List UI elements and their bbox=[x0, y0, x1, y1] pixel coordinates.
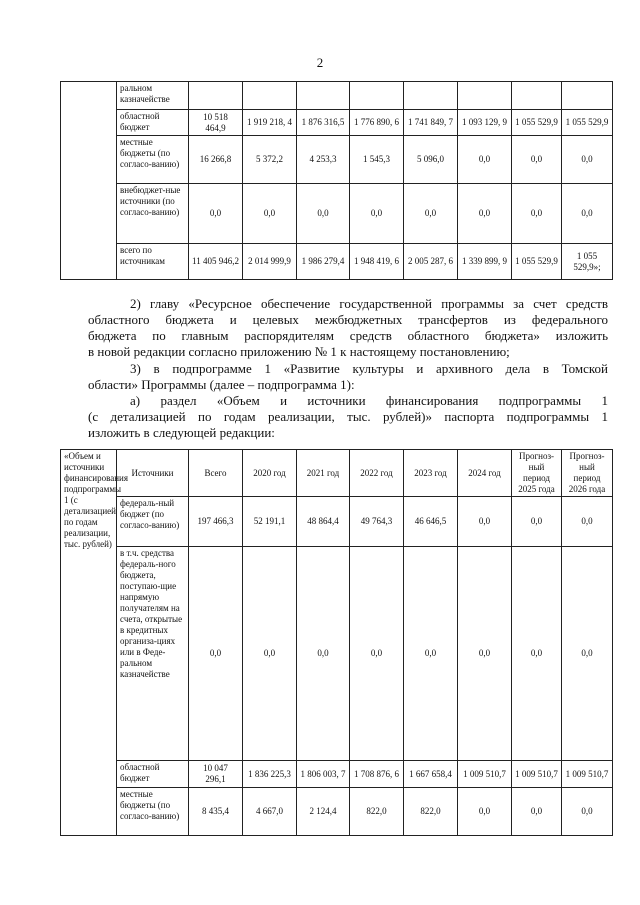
row-label: внебюджет-ные источники (по согласо-ванию) bbox=[117, 184, 189, 244]
empty-cell bbox=[61, 82, 117, 280]
row-label: местные бюджеты (по согласо-ванию) bbox=[117, 788, 189, 836]
paragraph-line: в новой редакции согласно приложению № 1 к настоящему постановлению; bbox=[88, 344, 510, 359]
paragraph-line: (с детализацией по годам реализации, тыс. рублей)» паспорта подпрограммы 1 bbox=[88, 409, 608, 424]
table-row: всего по источникам 11 405 946,2 2 014 999,9 1 986 279,4 1 948 419, 6 2 005 287, 6 1 339 899, 9 1 055 529,9 1 055 529,9»; bbox=[61, 244, 613, 280]
paragraph-line: 2) главу «Ресурсное обеспечение государственной программы за счет средств bbox=[130, 296, 608, 311]
header-row: «Объем и источники финансирования подпрограммы 1 (с детализацией по годам реализации, тыс. рублей) Источники Всего 2020 год 2021 год 2022 год 2023 год 2024 год Прогноз-ный период 2025 года Прогноз-ный период 2026 года bbox=[61, 450, 613, 497]
subprogram-funding-table bbox=[60, 449, 613, 836]
row-label: ральном казначействе bbox=[117, 82, 189, 110]
table-row: местные бюджеты (по согласо-ванию) 16 266,8 5 372,2 4 253,3 1 545,3 5 096,0 0,0 0,0 0,0 bbox=[61, 136, 613, 184]
paragraph-line: а) раздел «Объем и источники финансирования подпрограммы 1 bbox=[130, 393, 608, 408]
table-row bbox=[61, 82, 613, 110]
table-row: областной бюджет 10 047 296,1 1 836 225,3 1 806 003, 7 1 708 876, 6 1 667 658,4 1 009 510,7 1 009 510,7 1 009 510,7 bbox=[61, 761, 613, 788]
row-label: местные бюджеты (по согласо-ванию) bbox=[117, 136, 189, 184]
paragraph-line: изложить в следующей редакции: bbox=[88, 425, 275, 440]
row-label: областной бюджет bbox=[117, 110, 189, 136]
section-label: «Объем и источники финансирования подпрограммы 1 (с детализацией по годам реализации, тыс. рублей) bbox=[61, 450, 117, 836]
row-label: областной бюджет bbox=[117, 761, 189, 788]
row-label: всего по источникам bbox=[117, 244, 189, 280]
table-row: местные бюджеты (по согласо-ванию) 8 435,4 4 667,0 2 124,4 822,0 822,0 0,0 0,0 0,0 bbox=[61, 788, 613, 836]
table-row: в т.ч. средства федераль-ного бюджета, поступаю-щие напрямую получателям на счета, открытые в кредитных организа-циях или в Феде-ральном казначействе 0,0 0,0 0,0 0,0 0,0 0,0 0,0 0,0 bbox=[61, 547, 613, 761]
row-label: в т.ч. средства федераль-ного бюджета, поступаю-щие напрямую получателям на счета, открытые в кредитных организа-циях или в Феде-ральном казначействе bbox=[117, 547, 189, 761]
page-number: 2 bbox=[316, 55, 324, 70]
row-label: федераль-ный бюджет (по согласо-ванию) bbox=[117, 497, 189, 547]
table-row: федераль-ный бюджет (по согласо-ванию) 197 466,3 52 191,1 48 864,4 49 764,3 46 646,5 0,0 0,0 0,0 bbox=[61, 497, 613, 547]
paragraph-line: 3) в подпрограмме 1 «Развитие культуры и архивного дела в Томской bbox=[130, 361, 608, 376]
paragraph-line: области» Программы (далее – подпрограмма 1): bbox=[88, 377, 355, 392]
paragraph-line: бюджета по главным распорядителям средств областного бюджета» изложить bbox=[88, 328, 608, 343]
table-row: внебюджет-ные источники (по согласо-ванию) 0,0 0,0 0,0 0,0 0,0 0,0 0,0 0,0 bbox=[61, 184, 613, 244]
paragraph-line: областного бюджета и целевых межбюджетных трансфертов из федерального bbox=[88, 312, 608, 327]
resource-table-continued bbox=[60, 81, 613, 280]
table-row: областной бюджет 10 518 464,9 1 919 218, 4 1 876 316,5 1 776 890, 6 1 741 849, 7 1 093 129, 9 1 055 529,9 1 055 529,9 bbox=[61, 110, 613, 136]
